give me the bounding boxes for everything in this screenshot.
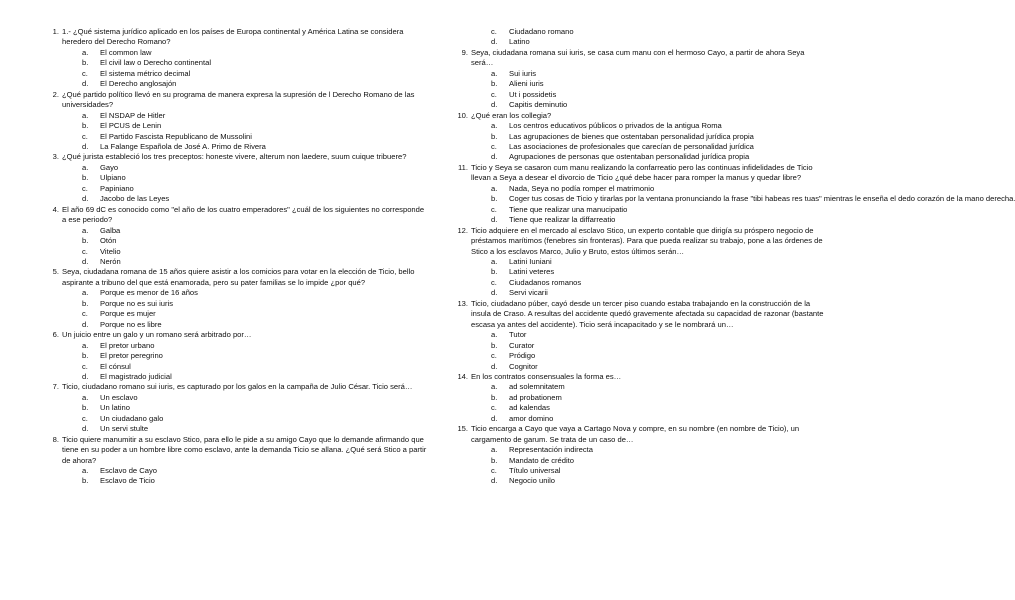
option-text: Porque es mujer [100, 309, 156, 319]
option-text: Gayo [100, 162, 119, 172]
answer-option [471, 27, 824, 37]
option-letter: d. [82, 194, 89, 204]
option-text: Las agrupaciones de bienes que ostentaban personalidad jurídica propia [509, 131, 754, 141]
question-text: Ticio quiere manumitir a su esclavo Stico, para ello le pide a su amigo Cayo que lo demande afirmando que tiene en su poder a un hombre libre como esclavo, ante la demanda Ticio se allana. ¿Qué será Stico a partir de ahora? [62, 434, 427, 465]
option-letter: b. [491, 131, 498, 141]
answer-option [471, 79, 824, 89]
answer-option [471, 37, 824, 47]
answer-option [62, 236, 428, 246]
option-letter: d. [82, 424, 89, 434]
question [452, 48, 824, 111]
answer-option [471, 142, 824, 152]
answer-option [62, 69, 428, 79]
option-text: Porque es menor de 16 años [100, 288, 198, 298]
option-letter: b. [82, 121, 89, 131]
option-text: El common law [100, 47, 152, 57]
option-text: Representación indirecta [509, 445, 594, 455]
answer-option [471, 194, 1015, 204]
option-text: Cognitor [509, 361, 538, 371]
option-letter: d. [82, 79, 89, 89]
option-letter: c. [491, 466, 497, 476]
option-letter: c. [491, 403, 497, 413]
answer-option [62, 121, 428, 131]
question [43, 27, 428, 90]
question [43, 435, 428, 487]
answer-option [471, 403, 824, 413]
answer-option [62, 341, 428, 351]
answer-option [62, 226, 428, 236]
option-text: Título universal [509, 466, 561, 476]
answer-option [471, 267, 824, 277]
option-letter: a. [82, 288, 89, 298]
answer-option [471, 382, 824, 392]
answer-options [471, 69, 824, 111]
option-text: El NSDAP de Hitler [100, 110, 166, 120]
option-text: amor domino [509, 413, 554, 423]
answer-options [62, 466, 428, 487]
option-text: La Falange Española de José A. Primo de Rivera [100, 141, 266, 151]
left-column [43, 27, 428, 487]
option-letter: a. [491, 445, 498, 455]
option-letter: a. [82, 466, 89, 476]
question-number: 7. [52, 382, 59, 392]
option-letter: b. [491, 267, 498, 277]
option-text: Mandato de crédito [509, 455, 575, 465]
answer-option [471, 414, 824, 424]
answer-options [471, 382, 824, 424]
option-text: Ciudadano romano [509, 27, 574, 36]
answer-options [471, 445, 824, 487]
question-number: 1. [52, 27, 59, 36]
answer-option [62, 257, 428, 267]
question-number: 12. [457, 225, 468, 235]
option-letter: a. [491, 121, 498, 131]
option-letter: c. [82, 246, 88, 256]
option-letter: b. [491, 194, 498, 204]
answer-option [62, 351, 428, 361]
option-text: Agrupaciones de personas que ostentaban personalidad jurídica propia [509, 152, 750, 162]
answer-option [62, 309, 428, 319]
question-text: ¿Qué partido político llevó en su programa de manera expresa la supresión de l Derecho Romano de las universidades? [62, 89, 415, 110]
option-text: El cónsul [100, 361, 131, 371]
question-number: 14. [457, 371, 468, 381]
answer-option [62, 142, 428, 152]
option-text: El sistema métrico decimal [100, 68, 191, 78]
option-letter: c. [491, 204, 497, 214]
option-letter: a. [82, 392, 89, 402]
option-letter: d. [82, 371, 89, 381]
answer-options [62, 288, 428, 330]
question [43, 267, 428, 330]
option-text: Tiene que realizar una manucipatio [509, 204, 628, 214]
question-number: 6. [52, 330, 59, 340]
answer-option [471, 362, 824, 372]
question-text: Ticio encarga a Cayo que vaya a Cartago Nova y compre, en su nombre (en nombre de Ticio), un cargamento de garum. Se trata de un caso de… [471, 424, 800, 444]
option-text: Latini Iuniani [509, 256, 552, 266]
answer-options [62, 48, 428, 90]
option-text: Un latino [100, 403, 130, 413]
option-letter: d. [491, 361, 498, 371]
option-letter: a. [82, 225, 89, 235]
option-letter: c. [82, 131, 88, 141]
answer-option [471, 278, 824, 288]
option-text: Tiene que realizar la diffarreatio [509, 215, 616, 225]
option-text: El Derecho anglosajón [100, 79, 177, 89]
answer-option [62, 372, 428, 382]
question-number: 3. [52, 152, 59, 162]
question [452, 424, 824, 487]
option-text: Latino [509, 37, 530, 47]
answer-option [471, 341, 824, 351]
option-letter: a. [82, 47, 89, 57]
answer-option [471, 466, 824, 476]
option-text: Latini veteres [509, 267, 555, 277]
question [43, 382, 428, 434]
option-text: Alieni iuris [509, 79, 544, 89]
option-text: Un ciudadano galo [100, 413, 164, 423]
option-letter: a. [82, 110, 89, 120]
question [452, 162, 1015, 226]
option-text: Ut i possidetis [509, 89, 557, 99]
answer-option [471, 330, 824, 340]
option-letter: d. [491, 288, 498, 298]
option-letter: a. [491, 183, 498, 193]
question [452, 372, 824, 424]
option-letter: c. [491, 27, 497, 36]
question-number: 8. [52, 434, 59, 444]
option-letter: a. [491, 330, 498, 340]
option-letter: c. [491, 89, 497, 99]
option-letter: c. [82, 68, 88, 78]
question-number: 2. [52, 89, 59, 99]
option-letter: b. [82, 403, 89, 413]
option-text: Nada, Seya no podía romper el matrimonio [509, 183, 655, 193]
question-text: Ticio y Seya se casaron cum manu realizando la confarreatio pero las continuas infidelidades de Ticio llevan a Seya a desear el divorcio de Ticio ¿qué debe hacer para romper la manus y quedar libre? [471, 162, 813, 183]
answer-options [471, 330, 824, 372]
option-letter: d. [82, 256, 89, 266]
question-text: Seya, ciudadana romana sui iuris, se casa cum manu con el hermoso Cayo, a partir de ahora Seya será… [471, 47, 805, 68]
option-text: Curator [509, 340, 535, 350]
option-text: Sui iuris [509, 68, 537, 78]
option-text: Negocio unilo [509, 476, 556, 486]
option-text: ad kalendas [509, 403, 550, 413]
option-letter: b. [82, 58, 89, 68]
option-letter: c. [82, 183, 88, 193]
answer-option [62, 48, 428, 58]
option-text: El PCUS de Lenin [100, 121, 162, 131]
answer-options [471, 27, 824, 48]
option-letter: b. [491, 455, 498, 465]
option-letter: d. [491, 476, 498, 486]
option-text: Coger tus cosas de Ticio y tirarlas por la ventana pronunciando la frase "tibi habeas res tuas" mientras le enseña el dedo corazón de la mano derecha. [509, 194, 1015, 204]
option-letter: d. [82, 141, 89, 151]
question-text: Ticio, ciudadano púber, cayó desde un tercer piso cuando estaba trabajando en la construcción de la insula de Craso. A resultas del accidente quedó gravemente afectada su capacidad de razonar (bastante escasa ya antes del accidente). Ticio será incapacitado y se le nombrará un… [471, 298, 824, 329]
question-number: 10. [457, 110, 468, 120]
option-letter: d. [491, 100, 498, 110]
question-text: En los contratos consensuales la forma es… [471, 371, 622, 381]
answer-options [62, 226, 428, 268]
option-text: Papiniano [100, 183, 134, 193]
option-text: El pretor peregrino [100, 351, 163, 361]
option-text: Capitis deminutio [509, 100, 568, 110]
option-letter: c. [491, 277, 497, 287]
option-text: Las asociaciones de profesionales que carecían de personalidad jurídica [509, 141, 754, 151]
option-text: Esclavo de Cayo [100, 466, 157, 476]
question-text: 1.- ¿Qué sistema jurídico aplicado en los países de Europa continental y América Latina se considera heredero del Derecho Romano? [62, 27, 404, 47]
question [43, 90, 428, 153]
answer-option [471, 288, 824, 298]
question-text: Ticio adquiere en el mercado al esclavo Stico, un experto contable que dirigía su próspero negocio de préstamos marítimos (fenebres sin fronteras). Para que pueda realizar su trabajo, pone a las órdenes de Stico a los esclavos Marco, Julio y Bruto, estos últimos serán… [471, 225, 823, 256]
answer-options [62, 163, 428, 205]
answer-option [62, 288, 428, 298]
answer-option [471, 121, 824, 131]
question-number: 4. [52, 204, 59, 214]
option-letter: a. [82, 162, 89, 172]
answer-option [471, 152, 824, 162]
option-letter: a. [82, 340, 89, 350]
question [452, 226, 824, 299]
answer-option [62, 247, 428, 257]
question-text: El año 69 dC es conocido como "el año de los cuatro emperadores" ¿cuál de los siguientes no corresponde a ese periodo? [62, 204, 425, 225]
option-text: El civil law o Derecho continental [100, 58, 212, 68]
option-letter: c. [82, 413, 88, 423]
question-number: 9. [461, 47, 468, 57]
answer-option [62, 194, 428, 204]
option-letter: b. [491, 79, 498, 89]
option-letter: c. [491, 351, 497, 361]
answer-option [471, 351, 824, 361]
answer-options [471, 257, 824, 299]
answer-option [471, 456, 824, 466]
answer-option [471, 205, 824, 215]
option-text: Pródigo [509, 351, 536, 361]
option-letter: b. [82, 476, 89, 486]
option-text: El Partido Fascista Republicano de Mussolini [100, 131, 252, 141]
answer-option [471, 476, 824, 486]
option-letter: c. [491, 141, 497, 151]
question [452, 111, 824, 163]
question-number: 5. [52, 267, 59, 277]
option-text: ad probationem [509, 392, 562, 402]
answer-option [471, 69, 824, 79]
option-letter: b. [82, 351, 89, 361]
option-letter: b. [491, 392, 498, 402]
option-text: Jacobo de las Leyes [100, 194, 170, 204]
option-text: Galba [100, 225, 121, 235]
answer-option [62, 476, 428, 486]
right-column [452, 27, 1015, 487]
option-text: Nerón [100, 256, 121, 266]
question [43, 330, 428, 382]
answer-option [62, 466, 428, 476]
option-letter: a. [491, 256, 498, 266]
answer-option [62, 320, 428, 330]
answer-option [471, 132, 824, 142]
option-text: Esclavo de Ticio [100, 476, 155, 486]
answer-option [62, 111, 428, 121]
answer-option [62, 173, 428, 183]
option-text: Servi vicarii [509, 288, 548, 298]
answer-options [62, 341, 428, 383]
question-text: Ticio, ciudadano romano sui iuris, es capturado por los galos en la campaña de Julio César. Ticio será… [62, 382, 413, 392]
option-letter: b. [491, 340, 498, 350]
answer-options [62, 393, 428, 435]
answer-option [62, 79, 428, 89]
answer-option [62, 424, 428, 434]
answer-option [471, 257, 824, 267]
question [452, 299, 824, 372]
answer-option [62, 184, 428, 194]
question-number: 13. [457, 298, 468, 308]
question [43, 152, 428, 204]
answer-option [471, 393, 824, 403]
option-text: Otón [100, 236, 117, 246]
answer-option [62, 393, 428, 403]
answer-option [62, 414, 428, 424]
answer-option [62, 403, 428, 413]
question-number: 15. [457, 424, 468, 434]
question-text: Seya, ciudadana romana de 15 años quiere asistir a los comicios para votar en la elección de Ticio, bello aspirante a tribuno del que está enamorada, pero su pater familias se lo impide ¿por qué? [62, 267, 415, 287]
option-text: Porque no es sui iuris [100, 298, 174, 308]
option-letter: d. [491, 152, 498, 162]
option-text: El pretor urbano [100, 340, 155, 350]
option-letter: a. [491, 382, 498, 392]
option-letter: d. [491, 215, 498, 225]
option-letter: b. [82, 236, 89, 246]
option-text: Porque no es libre [100, 319, 162, 329]
answer-option [62, 58, 428, 68]
option-letter: d. [491, 37, 498, 47]
option-letter: d. [82, 319, 89, 329]
option-letter: a. [491, 68, 498, 78]
option-text: Un esclavo [100, 392, 138, 402]
option-text: ad solemnitatem [509, 382, 565, 392]
option-text: Los centros educativos públicos o privados de la antigua Roma [509, 121, 722, 131]
question-number: 11. [458, 162, 468, 172]
question-text: Un juicio entre un galo y un romano será arbitrado por… [62, 330, 252, 340]
answer-option [471, 445, 824, 455]
option-text: Tutor [509, 330, 527, 340]
answer-option [471, 100, 824, 110]
answer-options [62, 111, 428, 153]
option-letter: c. [82, 309, 88, 319]
answer-option [62, 163, 428, 173]
answer-options [471, 121, 824, 163]
question-continued [452, 27, 824, 48]
question-text: ¿Qué eran los collegia? [471, 110, 552, 120]
option-text: Vitelio [100, 246, 121, 256]
answer-option [471, 90, 824, 100]
option-letter: b. [82, 298, 89, 308]
option-letter: c. [82, 361, 88, 371]
question [43, 205, 428, 268]
option-text: Ulpiano [100, 173, 126, 183]
answer-option [62, 299, 428, 309]
option-text: Ciudadanos romanos [509, 277, 582, 287]
answer-options [471, 183, 1015, 226]
answer-option [471, 184, 824, 194]
answer-option [471, 215, 824, 225]
answer-option [62, 132, 428, 142]
option-text: El magistrado judicial [100, 371, 172, 381]
option-letter: b. [82, 173, 89, 183]
option-text: Un servi stulte [100, 424, 149, 434]
option-letter: d. [491, 413, 498, 423]
question-text: ¿Qué jurista estableció los tres preceptos: honeste vivere, alterum non laedere, suum cuique tribuere? [62, 152, 407, 162]
answer-option [62, 362, 428, 372]
